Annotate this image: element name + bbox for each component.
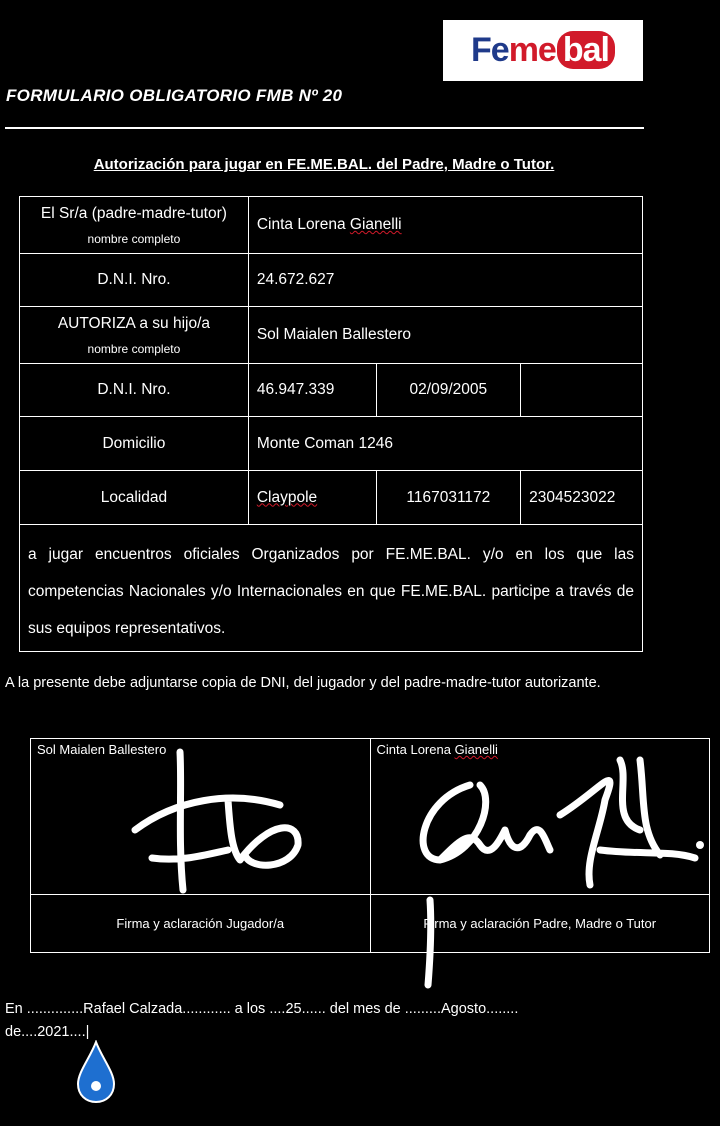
parent-sublabel: nombre completo — [87, 231, 181, 246]
child-label: AUTORIZA a su hijo/a — [57, 314, 211, 332]
signature-table — [30, 738, 710, 953]
child-name-field[interactable]: Sol Maialen Ballestero — [248, 307, 642, 364]
parent-name-field[interactable]: Cinta Lorena Gianelli — [248, 197, 642, 254]
player-signature-box[interactable] — [31, 739, 371, 895]
header-divider — [5, 127, 644, 129]
child-birthdate-field[interactable]: 02/09/2005 — [376, 364, 521, 417]
address-label: Domicilio — [20, 417, 249, 471]
phone2-field[interactable]: 2304523022 — [521, 471, 643, 525]
authorization-form-table — [19, 196, 643, 652]
child-sublabel: nombre completo — [87, 341, 181, 356]
femebal-logo: Feme bal — [443, 20, 643, 81]
parent-label: El Sr/a (padre-madre-tutor) — [40, 204, 227, 222]
document-subtitle: Autorización para jugar en FE.ME.BAL. del Padre, Madre o Tutor. — [93, 156, 555, 173]
parent-dni-field[interactable]: 24.672.627 — [248, 254, 642, 307]
child-label-cell — [20, 307, 249, 364]
child-dni-label: D.N.I. Nro. — [20, 364, 249, 417]
water-drop-icon[interactable] — [76, 1040, 116, 1104]
place-date-line2: de....2021....| — [5, 1024, 90, 1040]
parent-signature-caption: Firma y aclaración Padre, Madre o Tutor — [370, 895, 710, 953]
parent-signature-box[interactable] — [370, 739, 710, 895]
attachment-note: A la presente debe adjuntarse copia de DNI, del jugador y del padre-madre-tutor autorizante. — [5, 675, 601, 691]
player-sign-name: Sol Maialen Ballestero — [37, 742, 167, 757]
locality-field[interactable]: Claypole — [248, 471, 376, 525]
child-extra-field[interactable] — [521, 364, 643, 417]
parent-dni-label: D.N.I. Nro. — [20, 254, 249, 307]
place-date-line — [5, 998, 705, 1044]
child-dni-field[interactable]: 46.947.339 — [248, 364, 376, 417]
address-field[interactable]: Monte Coman 1246 — [248, 417, 642, 471]
authorization-paragraph: a jugar encuentros oficiales Organizados por FE.ME.BAL. y/o en los que las competencias Nacionales y/o Internacionales en que FE.ME.BAL. participe a través de sus equipos representativos. — [20, 525, 643, 652]
parent-sign-name: Cinta Lorena Gianelli — [376, 742, 498, 757]
form-title: FORMULARIO OBLIGATORIO FMB Nº 20 — [6, 86, 343, 105]
place-date-line1: En ..............Rafael Calzada............ a los ....25...... del mes de .........Agosto........ — [5, 1001, 519, 1017]
phone1-field[interactable]: 1167031172 — [376, 471, 521, 525]
player-signature-caption: Firma y aclaración Jugador/a — [31, 895, 371, 953]
parent-label-cell — [20, 197, 249, 254]
locality-label: Localidad — [20, 471, 249, 525]
